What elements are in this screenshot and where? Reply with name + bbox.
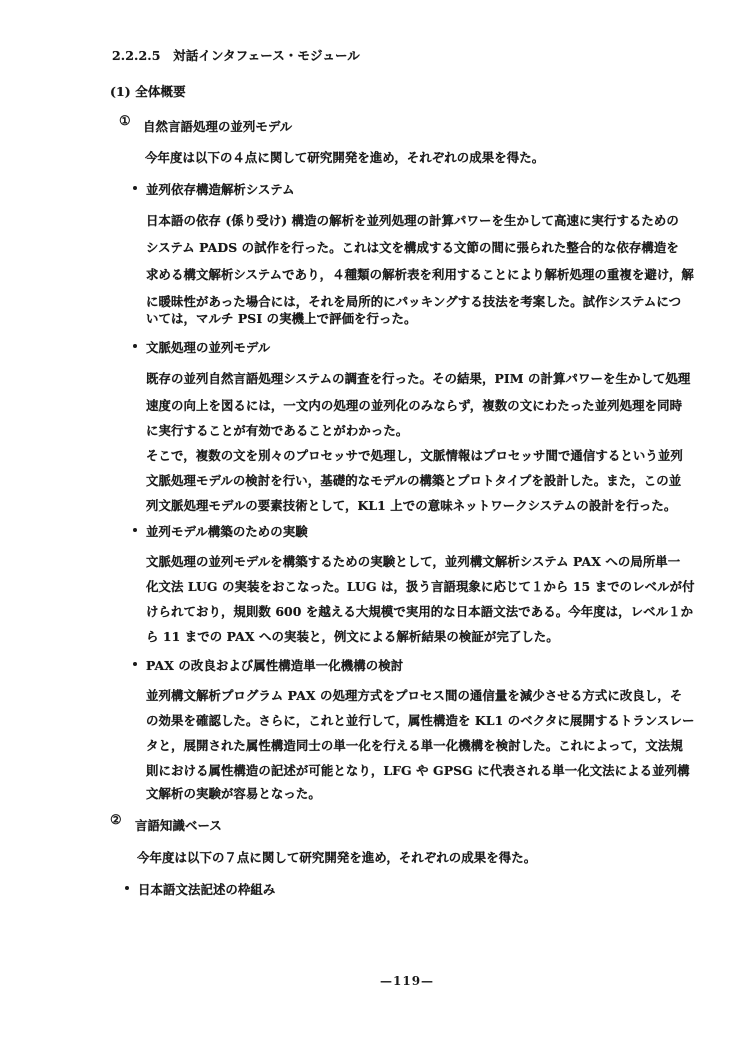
bullet3-line: ら 11 までの PAX への実装と，例文による解析結果の検証が完了した。 xyxy=(146,629,559,644)
bullet-dot xyxy=(133,344,137,348)
item2-bullet1-title: 日本語文法記述の枠組み xyxy=(138,882,276,897)
bullet1-line: システム PADS の試作を行った。これは文を構成する文節の間に張られた整合的な依存構造を xyxy=(146,240,679,255)
bullet4-line: 則における属性構造の記述が可能となり，LFG や GPSG に代表される単一化文法による並列構 xyxy=(146,763,690,778)
bullet4-line: の効果を確認した。さらに，これと並行して，属性構造を KL1 のベクタに展開するトランスレー xyxy=(146,713,695,728)
section-heading: 2.2.2.5 対話インタフェース・モジュール xyxy=(112,48,360,63)
bullet3-line: けられており，規則数 600 を越える大規模で実用的な日本語文法である。今年度は，レベル１か xyxy=(146,604,694,619)
bullet3-line: 文脈処理の並列モデルを構築するための実験として，並列構文解析システム PAX への局所単一 xyxy=(146,554,681,569)
bullet2-line: そこで，複数の文を別々のプロセッサで処理し，文脈情報はプロセッサ間で通信するという並列 xyxy=(146,448,683,463)
item1-intro: 今年度は以下の４点に関して研究開発を進め，それぞれの成果を得た。 xyxy=(145,150,545,165)
bullet1-line: いては，マルチ PSI の実機上で評価を行った。 xyxy=(146,311,417,326)
bullet2-title: 文脈処理の並列モデル xyxy=(146,340,271,355)
subsection-heading: (1) 全体概要 xyxy=(110,84,186,99)
bullet2-line: 既存の並列自然言語処理システムの調査を行った。その結果，PIM の計算パワーを生かして処理 xyxy=(146,371,691,386)
bullet4-title: PAX の改良および属性構造単一化機構の検討 xyxy=(146,658,404,673)
bullet1-line: 日本語の依存 (係り受け) 構造の解析を並列処理の計算パワーを生かして高速に実行するための xyxy=(146,213,679,228)
item2-marker: ② xyxy=(110,813,122,828)
item2-intro: 今年度は以下の７点に関して研究開発を進め，それぞれの成果を得た。 xyxy=(137,850,537,865)
bullet1-line: に暖昧性があった場合には，それを局所的にパッキングする技法を考案した。試作システムにつ xyxy=(146,294,682,309)
bullet-dot xyxy=(133,662,137,666)
bullet2-line: 列文脈処理モデルの要素技術として，KL1 上での意味ネットワークシステムの設計を行った。 xyxy=(146,498,677,513)
item1-title: 自然言語処理の並列モデル xyxy=(143,119,293,134)
bullet4-line: 文解析の実験が容易となった。 xyxy=(146,786,321,801)
item2-title: 言語知識ベース xyxy=(135,818,222,833)
bullet1-title: 並列依存構造解析システム xyxy=(146,182,295,197)
bullet3-line: 化文法 LUG の実装をおこなった。LUG は，扱う言語現象に応じて１から 15 までのレベルが付 xyxy=(146,579,695,594)
item1-marker: ① xyxy=(119,114,131,129)
bullet1-line: 求める構文解析システムであり，４種類の解析表を利用することにより解析処理の重複を避け，解 xyxy=(146,267,694,282)
bullet2-line: に実行することが有効であることがわかった。 xyxy=(146,423,409,438)
page-number: —119— xyxy=(380,974,435,988)
bullet2-line: 速度の向上を図るには，一文内の処理の並列化のみならず，複数の文にわたった並列処理を同時 xyxy=(146,398,683,413)
bullet-dot xyxy=(133,186,137,190)
bullet3-title: 並列モデル構築のための実験 xyxy=(146,524,308,539)
bullet-dot xyxy=(133,528,137,532)
bullet4-line: 並列構文解析プログラム PAX の処理方式をプロセス間の通信量を減少させる方式に改良し，そ xyxy=(146,688,683,703)
bullet4-line: タと，展開された属性構造同士の単一化を行える単一化機構を検討した。これによって，文法規 xyxy=(146,738,683,753)
bullet2-line: 文脈処理モデルの検討を行い，基礎的なモデルの構築とプロトタイプを設計した。また，この並 xyxy=(146,473,682,488)
bullet-dot xyxy=(125,886,129,890)
